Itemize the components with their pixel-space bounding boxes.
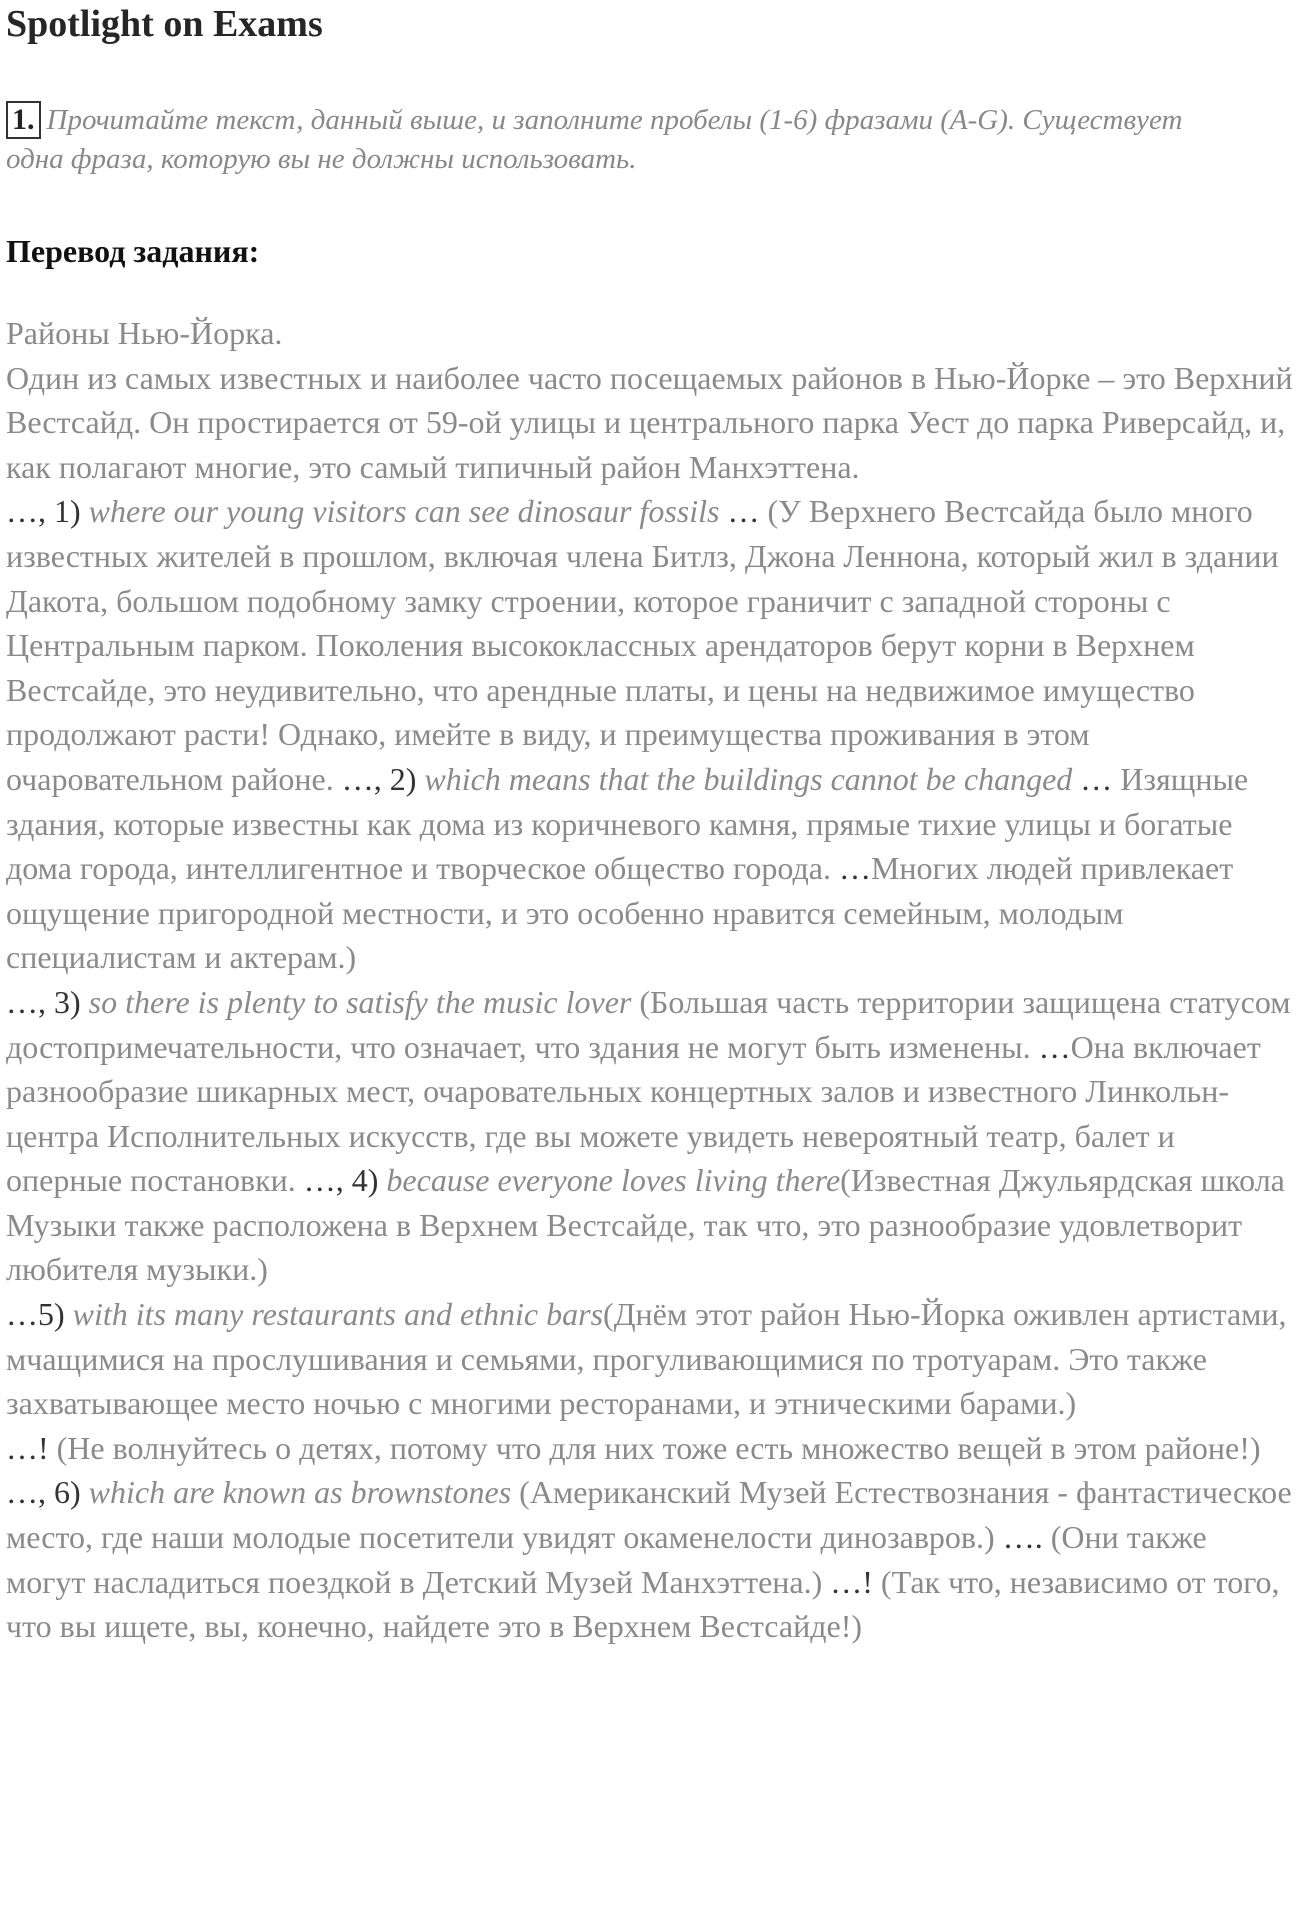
answer-phrase-3: so there is plenty to satisfy the music lover: [88, 983, 632, 1020]
article-title: Районы Нью-Йорка.: [6, 315, 283, 351]
article-paragraph-1: Один из самых известных и наиболее часто посещаемых районов в Нью-Йорке – это Верхний Вестсайд. Он простирается от 59-ой улицы и центрального парка Уест до парка Риверсайд, и, как полагают многие, это самый типичный район Манхэттена.: [6, 359, 1293, 485]
task-number-badge: 1.: [6, 101, 41, 139]
article-paragraph-2: [6, 489, 1294, 980]
translation-text: (Днём этот район Нью-Йорка оживлен артистами, мчащимися на прослушивания и семьями, прогуливающимися по тротуарам. Это также захватывающее место ночью с многими ресторанами, и этническими барами.): [6, 1296, 1287, 1422]
translation-text: Многих людей привлекает ощущение пригородной местности, и это особенно нравится семейным, молодым специалистам и актерам.): [6, 850, 1234, 976]
gap-marker-4: …, 4): [303, 1162, 379, 1199]
answer-phrase-5: with its many restaurants and ethnic bars: [72, 1296, 604, 1333]
translation-text: Изящные здания, которые известны как дома из коричневого камня, прямые тихие улицы и богатые дома города, интеллигентное и творческое общество города.: [6, 760, 1249, 887]
answer-phrase-1: where our young visitors can see dinosaur fossils: [88, 493, 720, 530]
article-paragraph-4: [6, 1292, 1294, 1426]
article-body: [6, 311, 1294, 1649]
translation-text: (Они также могут насладиться поездкой в Детский Музей Манхэттена.): [6, 1519, 1207, 1600]
answer-phrase-6: which are known as brownstones: [88, 1474, 512, 1511]
gap-marker-1: …, 1): [6, 493, 81, 530]
translation-text: (Американский Музей Естествознания - фантастическое место, где наши молодые посетители увидят окаменелости динозавров.): [6, 1474, 1292, 1556]
translation-text: (Так что, независимо от того, что вы ищете, вы, конечно, найдете это в Верхнем Вестсайде!): [6, 1563, 1280, 1645]
gap-ellipsis: …: [1080, 760, 1113, 797]
gap-ellipsis: …!: [6, 1429, 49, 1466]
page-title: Spotlight on Exams: [6, 3, 323, 45]
task-instruction-text: Прочитайте текст, данный выше, и заполните пробелы (1-6) фразами (A-G). Существует одна фраза, которую вы не должны использовать.: [6, 104, 1183, 175]
gap-ellipsis: …: [727, 493, 760, 530]
translation-text: (Большая часть территории защищена статусом достопримечательности, что означает, что здания не могут быть изменены.: [6, 983, 1291, 1065]
gap-marker-5: …5): [6, 1296, 65, 1333]
translation-text: (Не волнуйтесь о детях, потому что для них тоже есть множество вещей в этом районе!): [56, 1429, 1261, 1466]
gap-ellipsis: ….: [1002, 1519, 1043, 1556]
gap-ellipsis: …!: [830, 1563, 873, 1600]
gap-marker-3: …, 3): [6, 983, 81, 1020]
translation-text: (У Верхнего Вестсайда было много известных жителей в прошлом, включая члена Битлз, Джона Леннона, который жил в здании Дакота, большом подобному замку строении, которое граничит с западной стороны с Центральным парком. Поколения высококлассных арендаторов берут корни в Верхнем Вестсайде, это неудивительно, что арендные платы, и цены на недвижимое имущество продолжают расти! Однако, имейте в виду, и преимущества проживания в этом очаровательном районе.: [6, 493, 1279, 797]
translation-heading: Перевод задания:: [6, 233, 260, 269]
gap-ellipsis: …: [1038, 1028, 1071, 1065]
translation-text: (Известная Джульярдская школа Музыки также расположена в Верхнем Вестсайде, так что, это разнообразие удовлетворит любителя музыки.): [6, 1162, 1285, 1288]
translation-text: Она включает разнообразие шикарных мест, очаровательных концертных залов и известного Линкольн-центра Исполнительных искусств, где вы можете увидеть невероятный театр, балет и оперные постановки.: [6, 1028, 1261, 1199]
task-instruction-block: [6, 101, 1246, 179]
answer-phrase-4: because everyone loves living there: [386, 1162, 841, 1199]
article-paragraph-3: [6, 980, 1294, 1292]
article-paragraph-5: [6, 1426, 1294, 1649]
answer-phrase-2: which means that the buildings cannot be changed: [424, 760, 1073, 797]
gap-ellipsis: …: [838, 850, 871, 887]
gap-marker-2: …, 2): [341, 760, 417, 797]
gap-marker-6: …, 6): [6, 1474, 81, 1511]
